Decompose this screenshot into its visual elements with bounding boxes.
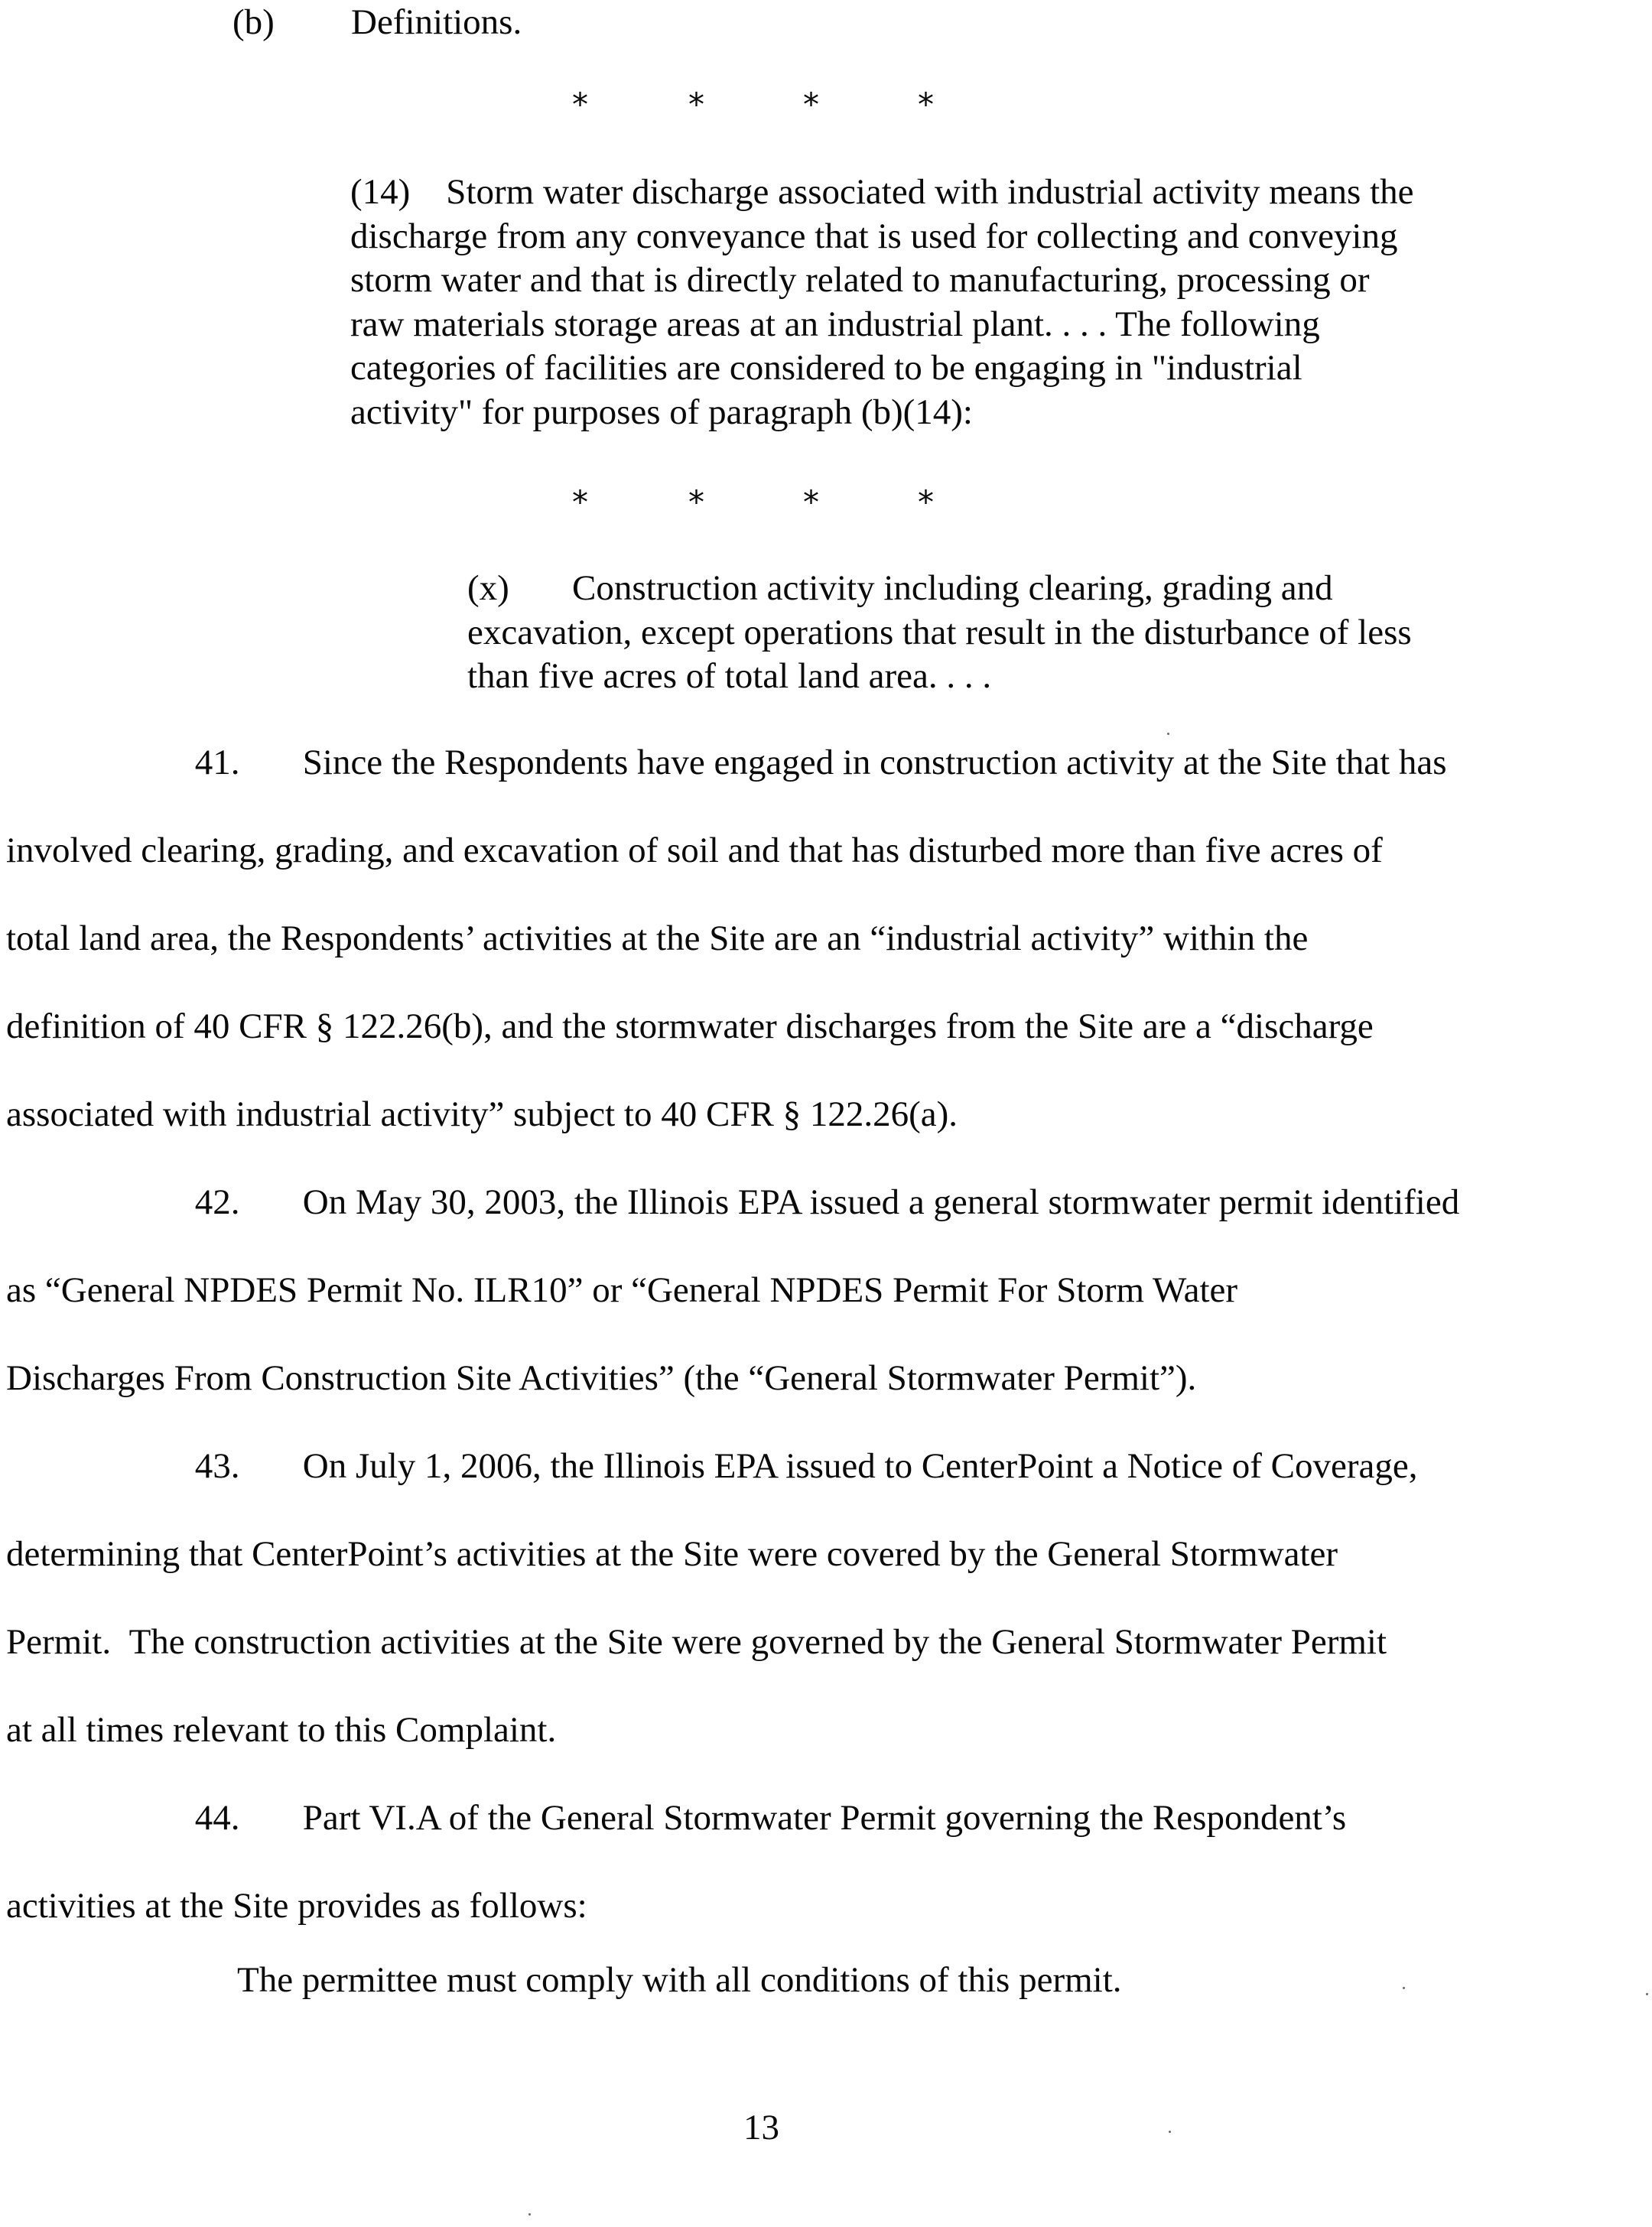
quote-line: excavation, except operations that result in the disturbance of less [467,612,1412,652]
paragraph-line: activities at the Site provides as follows: [6,1886,587,1926]
scan-speck [1403,1987,1405,1989]
asterisk: * [803,86,819,123]
quote-line: storm water and that is directly related to manufacturing, processing or [350,260,1370,300]
paragraph-line: Discharges From Construction Site Activities” (the “General Stormwater Permit”). [6,1358,1197,1398]
asterisk: * [572,86,588,123]
quote-line: (x) Construction activity including clearing, grading and [467,568,1333,608]
asterisk: * [918,86,934,123]
paragraph-line: 41. Since the Respondents have engaged in construction activity at the Site that has [6,743,1447,782]
scan-speck [1646,1993,1648,1995]
paragraph-line: definition of 40 CFR § 122.26(b), and the stormwater discharges from the Site are a “discharge [6,1006,1374,1046]
asterisk: * [688,86,704,123]
paragraph-44 [6,1796,1346,1972]
paragraph-line: involved clearing, grading, and excavation of soil and that has disturbed more than five acres of [6,831,1383,870]
paragraph-line: determining that CenterPoint’s activities at the Site were covered by the General Stormwater [6,1534,1338,1574]
quote-line: activity" for purposes of paragraph (b)(14): [350,392,973,432]
paragraph-line: 44. Part VI.A of the General Stormwater Permit governing the Respondent’s [6,1798,1347,1838]
asterisk: * [918,483,934,521]
paragraph-43 [6,1444,1417,1796]
section-title: Definitions. [351,2,522,42]
quote-line: raw materials storage areas at an industrial plant. . . . The following [350,304,1320,344]
paragraph-line: Permit. The construction activities at the Site were governed by the General Stormwater Permit [6,1622,1387,1662]
page-number: 13 [743,2108,779,2147]
asterisk: * [688,483,704,521]
paragraph-41 [6,740,1447,1180]
definition-14-quote [350,170,1414,434]
asterisk: * [803,483,819,521]
definition-x-quote [467,566,1412,698]
permit-condition-quote: The permittee must comply with all conditions of this permit. [237,1960,1122,2000]
paragraph-line: at all times relevant to this Complaint. [6,1710,557,1750]
section-tag: (b) [233,2,275,42]
scan-speck [528,2213,531,2216]
ellipsis-separator [572,480,1000,521]
paragraph-line: 42. On May 30, 2003, the Illinois EPA issued a general stormwater permit identified [6,1182,1460,1222]
paragraph-line: total land area, the Respondents’ activities at the Site are an “industrial activity” within the [6,918,1309,958]
asterisk: * [572,483,588,521]
quote-line: than five acres of total land area. . . . [467,656,992,696]
scan-speck [1167,733,1169,735]
paragraph-42 [6,1180,1459,1444]
quote-line: (14) Storm water discharge associated with industrial activity means the [350,172,1414,212]
paragraph-line: 43. On July 1, 2006, the Illinois EPA issued to CenterPoint a Notice of Coverage, [6,1446,1418,1486]
paragraph-line: as “General NPDES Permit No. ILR10” or “General NPDES Permit For Storm Water [6,1270,1238,1310]
quote-line: discharge from any conveyance that is used for collecting and conveying [350,216,1398,256]
scan-speck [1169,2131,1171,2133]
paragraph-line: associated with industrial activity” subject to 40 CFR § 122.26(a). [6,1094,958,1134]
ellipsis-separator [572,83,1000,123]
quote-line: categories of facilities are considered to be engaging in "industrial [350,348,1302,388]
